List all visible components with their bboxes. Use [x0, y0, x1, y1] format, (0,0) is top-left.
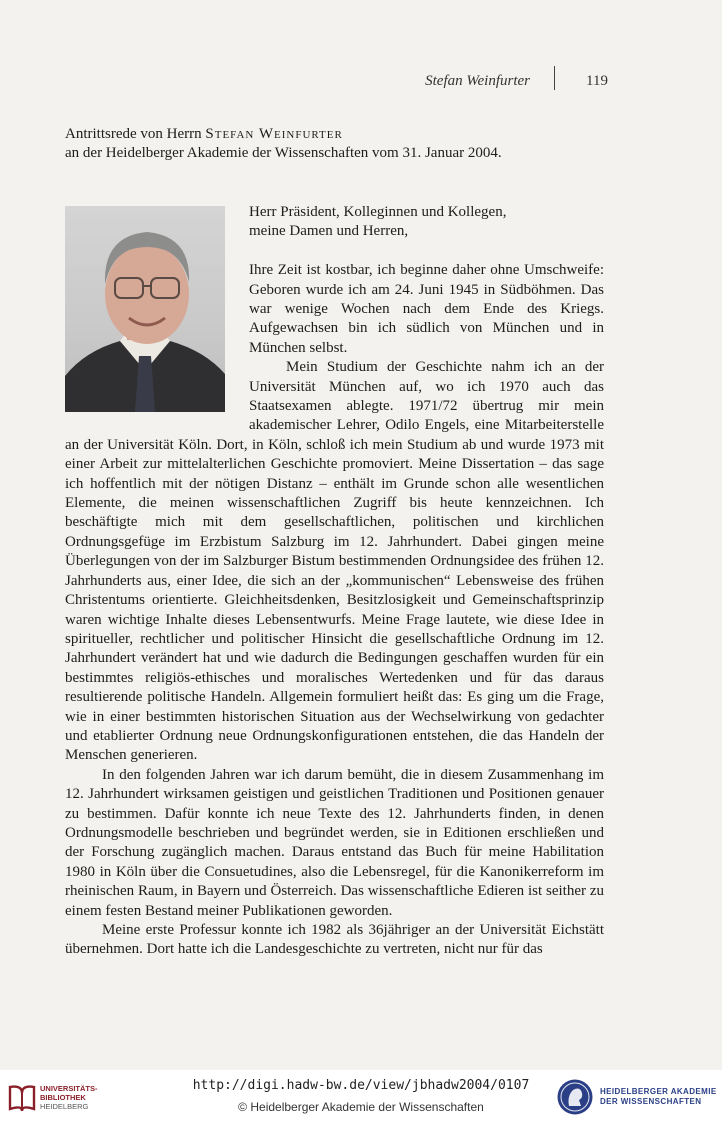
- running-header-author: Stefan Weinfurter: [425, 73, 530, 89]
- paragraph-3: In den folgenden Jahren war ich darum bemüht, die in diesem Zusammenhang im 12. Jahrhundert wirksamen geistigen und geistlichen Traditionen und Positionen genauer zu bestimmen. Dafür konnte ich neue Texte des 12. Jahrhunderts finden, in denen Ordnungsmodelle beschrieben und begründet werden, sie in Editionen erschließen und der Forschung zugänglich machen. Daraus entstand das Buch für meine Habilitation 1980 in Köln über die Consuetudines, also die Lebensregel, für die Kanonikerreform im rheinischen Raum, in Bayern und Österreich. Das wissenschaftliche Edieren ist seither zu einem festen Bestand meiner Publikationen geworden.: [65, 766, 604, 919]
- viewer-footer: [0, 1070, 722, 1124]
- academy-label[interactable]: [600, 1087, 717, 1107]
- salutation-line-1: Herr Präsident, Kolleginnen und Kollegen,: [249, 204, 507, 220]
- ub-line-1: UNIVERSITÄTS-: [40, 1084, 98, 1093]
- photo-float-spacer: [65, 203, 249, 430]
- permalink-url[interactable]: http://digi.hadw-bw.de/view/jbhadw2004/0107: [192, 1078, 530, 1093]
- academy-seal-icon[interactable]: [556, 1078, 594, 1116]
- intro-line-2: an der Heidelberger Akademie der Wissenschaften vom 31. Januar 2004.: [65, 145, 502, 161]
- ub-line-2: BIBLIOTHEK: [40, 1093, 86, 1102]
- intro-heading: [65, 125, 625, 163]
- academy-line-2: DER WISSENSCHAFTEN: [600, 1097, 702, 1106]
- speaker-name: Stefan Weinfurter: [205, 126, 343, 142]
- page-number: 119: [586, 73, 608, 89]
- intro-prefix: Antrittsrede von Herrn: [65, 126, 206, 142]
- paragraph-4: Meine erste Professur konnte ich 1982 als 36jähriger an der Universität Eichstätt übernehmen. Dort hatte ich die Landesgeschichte zu vertreten, nicht nur für das: [65, 922, 604, 958]
- paragraph-2: Mein Studium der Geschichte nahm ich an der Universität München auf, wo ich 1970 auch das Staatsexamen ablegte. 1971/72 übertrug mir mein akademischer Lehrer, Odilo Engels, eine Mitarbeiterstelle an der Universität Köln. Dort, in Köln, schloß ich mein Studium ab und wurde 1973 mit einer Arbeit zur mittelalterlichen Geschichte promoviert. Meine Dissertation – das sage ich hoffentlich mit der nötigen Distanz – enthält im Grunde schon alle wesentlichen Elemente, die meinen wissenschaftlichen Zugriff bis heute kennzeichnen. Ich beschäftigte mich mit dem gesellschaftlichen, politischen und kirchlichen Ordnungsgefüge im Erzbistum Salzburg im 12. Jahrhundert. Dabei gingen meine Überlegungen von der im Salzburger Bistum bestimmenden Ordnungsidee des frühen 12. Jahrhunderts aus, einer Idee, die sich an der „kommunischen“ Lebensweise des frühen Christentums orientierte. Gleichheitsdenken, Besitzlosigkeit und Gemeinschaftsprinzip waren wichtige Inhalte dieses Lebensentwurfs. Meine Frage lautete, wie diese Idee in spiritueller, rechtlicher und politischer Hinsicht die gesellschaftliche Ordnung im 12. Jahrhundert verändert hat und wie dadurch die Bedingungen geschaffen wurden für ein bestimmtes religiös-ethisches und moralisches Wertedenken und für das daraus resultierende politische Handeln. Allgemein formuliert heißt das: Es ging um die Frage, wie in einer bestimmten historischen Situation aus der Wechselwirkung von gedachter und etablierter Ordnung neue Ordnungskonfigurationen entstehen, die das Handeln der Menschen generieren.: [65, 359, 604, 764]
- paragraph-1: Ihre Zeit ist kostbar, ich beginne daher ohne Umschweife: Geboren wurde ich am 24. Juni 1945 in Südböhmen. Das war wenige Wochen nach dem Ende des Kriegs. Aufgewachsen bin ich südlich von München und in München selbst.: [249, 262, 604, 356]
- copyright-notice: © Heidelberger Akademie der Wissenschaften: [238, 1100, 484, 1114]
- speech-body: [65, 203, 604, 960]
- salutation-line-2: meine Damen und Herren,: [249, 223, 409, 240]
- intro-line-1: [65, 125, 625, 144]
- header-divider: [554, 66, 555, 90]
- academy-line-1: HEIDELBERGER AKADEMIE: [600, 1087, 717, 1096]
- ub-line-3: HEIDELBERG: [40, 1102, 89, 1111]
